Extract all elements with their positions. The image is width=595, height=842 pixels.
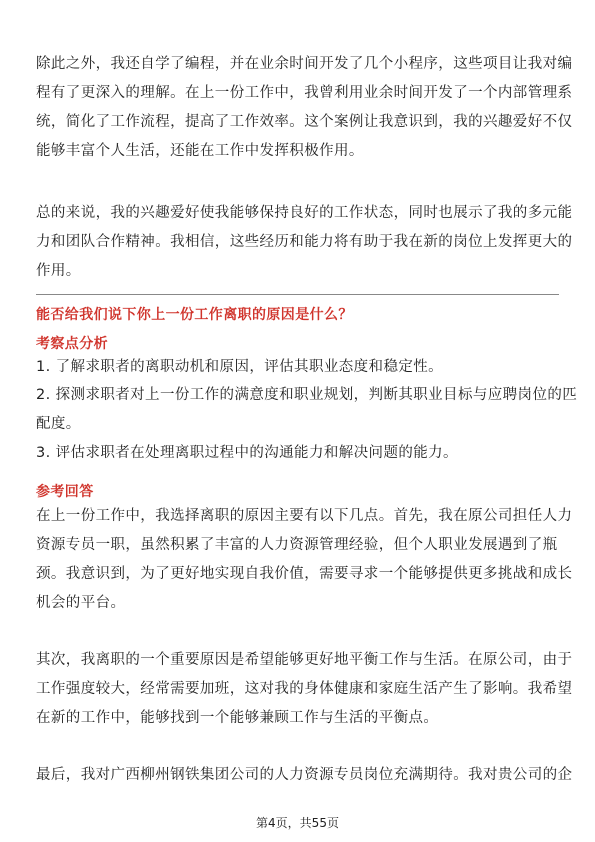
text-line: 程有了更深入的理解。在上一份工作中，我曾利用业余时间开发了一个内部管理系 — [36, 85, 573, 101]
intro-paragraph-2 — [36, 199, 573, 286]
text-line: 1. 了解求职者的离职动机和原因，评估其职业态度和稳定性。 — [36, 359, 444, 375]
text-line: 工作强度较大，经常需要加班，这对我的身体健康和家庭生活产生了影响。我希望 — [36, 681, 573, 697]
text-line: 作用。 — [36, 263, 81, 279]
answer-paragraph-1 — [36, 502, 573, 618]
text-line: 能够丰富个人生活，还能在工作中发挥积极作用。 — [36, 143, 364, 159]
text-line: 颈。我意识到，为了更好地实现自我价值，需要寻求一个能够提供更多挑战和成长 — [36, 566, 573, 582]
question-heading: 能否给我们说下你上一份工作离职的原因是什么？ — [36, 307, 353, 323]
analysis-heading: 考察点分析 — [36, 336, 108, 352]
text-line: 资源专员一职，虽然积累了丰富的人力资源管理经验，但个人职业发展遇到了瓶 — [36, 537, 558, 553]
text-line: 3. 评估求职者在处理离职过程中的沟通能力和解决问题的能力。 — [36, 445, 458, 461]
text-line: 总的来说，我的兴趣爱好使我能够保持良好的工作状态，同时也展示了我的多元能 — [36, 205, 573, 221]
text-line: 统，简化了工作流程，提高了工作效率。这个案例让我意识到，我的兴趣爱好不仅 — [36, 114, 573, 130]
text-line: 除此之外，我还自学了编程，并在业余时间开发了几个小程序，这些项目让我对编 — [36, 56, 573, 72]
answer-paragraph-3 — [36, 761, 573, 790]
section-divider — [36, 294, 559, 295]
text-line: 配度。 — [36, 416, 81, 432]
intro-paragraph-1 — [36, 50, 573, 166]
text-line: 2. 探测求职者对上一份工作的满意度和职业规划，判断其职业目标与应聘岗位的匹 — [36, 387, 578, 403]
answer-paragraph-2 — [36, 646, 573, 733]
text-line: 力和团队合作精神。我相信，这些经历和能力将有助于我在新的岗位上发挥更大的 — [36, 234, 573, 250]
analysis-item-1 — [36, 353, 562, 382]
answer-heading: 参考回答 — [36, 484, 94, 500]
page-number-footer: 第4页，共55页 — [256, 816, 339, 830]
text-line: 机会的平台。 — [36, 595, 126, 611]
analysis-item-3 — [36, 439, 562, 468]
text-line: 在上一份工作中，我选择离职的原因主要有以下几点。首先，我在原公司担任人力 — [36, 508, 573, 524]
text-line: 其次，我离职的一个重要原因是希望能够更好地平衡工作与生活。在原公司，由于 — [36, 652, 573, 668]
text-line: 在新的工作中，能够找到一个能够兼顾工作与生活的平衡点。 — [36, 710, 439, 726]
analysis-item-2 — [36, 381, 578, 439]
text-line: 最后，我对广西柳州钢铁集团公司的人力资源专员岗位充满期待。我对贵公司的企 — [36, 767, 573, 783]
